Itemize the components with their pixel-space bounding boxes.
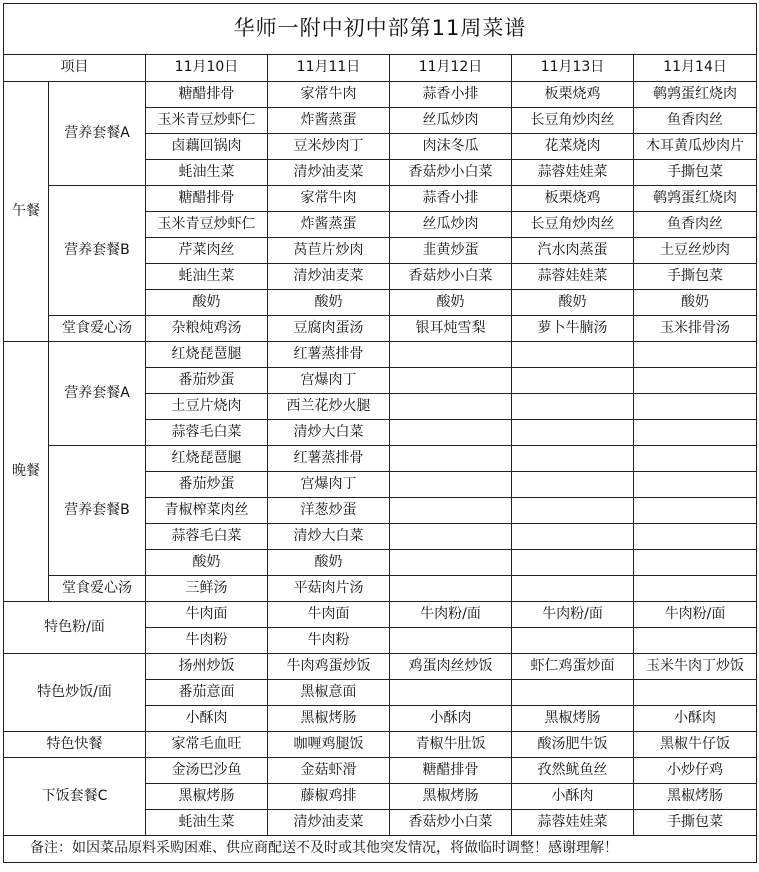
dish-cell: 手撕包菜 <box>634 160 757 186</box>
table-row <box>4 342 757 368</box>
dish-cell: 红烧琵琶腿 <box>146 446 268 472</box>
dish-cell: 香菇炒小白菜 <box>390 810 512 836</box>
dish-cell: 清炒油麦菜 <box>268 810 390 836</box>
dish-cell: 红薯蒸排骨 <box>268 446 390 472</box>
dish-cell: 玉米排骨汤 <box>634 316 757 342</box>
dish-cell: 虾仁鸡蛋炒面 <box>512 654 634 680</box>
dish-cell: 酸奶 <box>634 290 757 316</box>
dish-cell: 清炒油麦菜 <box>268 264 390 290</box>
dish-cell <box>512 628 634 654</box>
dish-cell: 小炒仔鸡 <box>634 758 757 784</box>
dish-cell: 蒜蓉娃娃菜 <box>512 160 634 186</box>
dish-cell: 扬州炒饭 <box>146 654 268 680</box>
dish-cell: 番茄炒蛋 <box>146 472 268 498</box>
dish-cell: 玉米青豆炒虾仁 <box>146 108 268 134</box>
dish-cell: 酸奶 <box>146 290 268 316</box>
lunch-set-b-label: 营养套餐B <box>49 186 146 316</box>
dish-cell: 黑椒烤肠 <box>268 706 390 732</box>
dish-cell: 家常牛肉 <box>268 186 390 212</box>
dish-cell <box>634 446 757 472</box>
dish-cell <box>512 394 634 420</box>
dish-cell <box>390 680 512 706</box>
dish-cell: 糖醋排骨 <box>146 186 268 212</box>
header-item: 项目 <box>4 55 146 82</box>
dish-cell: 黑椒烤肠 <box>512 706 634 732</box>
dish-cell: 黑椒牛仔饭 <box>634 732 757 758</box>
dish-cell: 蒜蓉娃娃菜 <box>512 264 634 290</box>
dish-cell: 牛肉面 <box>268 602 390 628</box>
dinner-set-b-label: 营养套餐B <box>49 446 146 576</box>
fast-meal-label: 特色快餐 <box>4 732 146 758</box>
dish-cell: 牛肉粉/面 <box>512 602 634 628</box>
dish-cell: 咖喱鸡腿饭 <box>268 732 390 758</box>
table-row <box>4 316 757 342</box>
dish-cell: 金菇虾滑 <box>268 758 390 784</box>
dish-cell: 三鲜汤 <box>146 576 268 602</box>
header-date: 11月14日 <box>634 55 757 82</box>
dish-cell: 鹌鹑蛋红烧肉 <box>634 186 757 212</box>
dish-cell: 手撕包菜 <box>634 810 757 836</box>
dish-cell: 牛肉粉/面 <box>390 602 512 628</box>
dish-cell: 黑椒烤肠 <box>634 784 757 810</box>
dinner-set-a-label: 营养套餐A <box>49 342 146 446</box>
dish-cell: 鱼香肉丝 <box>634 212 757 238</box>
dish-cell: 花菜烧肉 <box>512 134 634 160</box>
dish-cell <box>634 394 757 420</box>
dish-cell <box>390 472 512 498</box>
dinner-label: 晚餐 <box>4 342 49 602</box>
dish-cell <box>390 498 512 524</box>
dish-cell <box>512 446 634 472</box>
dish-cell <box>512 680 634 706</box>
dish-cell <box>512 550 634 576</box>
dish-cell: 青椒榨菜肉丝 <box>146 498 268 524</box>
dish-cell: 糖醋排骨 <box>146 82 268 108</box>
lunch-set-a-label: 营养套餐A <box>49 82 146 186</box>
dish-cell: 木耳黄瓜炒肉片 <box>634 134 757 160</box>
dish-cell: 红烧琵琶腿 <box>146 342 268 368</box>
dish-cell: 鹌鹑蛋红烧肉 <box>634 82 757 108</box>
table-row <box>4 654 757 680</box>
dish-cell: 洋葱炒蛋 <box>268 498 390 524</box>
dish-cell: 牛肉粉 <box>146 628 268 654</box>
dish-cell: 红薯蒸排骨 <box>268 342 390 368</box>
dish-cell <box>512 368 634 394</box>
dish-cell <box>634 576 757 602</box>
dish-cell: 韭黄炒蛋 <box>390 238 512 264</box>
lunch-soup-label: 堂食爱心汤 <box>49 316 146 342</box>
dish-cell <box>390 342 512 368</box>
table-row <box>4 55 757 82</box>
dish-cell: 豆腐肉蛋汤 <box>268 316 390 342</box>
dish-cell <box>634 342 757 368</box>
dish-cell: 土豆丝炒肉 <box>634 238 757 264</box>
dish-cell: 香菇炒小白菜 <box>390 264 512 290</box>
set-c-label: 下饭套餐C <box>4 758 146 836</box>
header-date: 11月11日 <box>268 55 390 82</box>
dish-cell <box>634 550 757 576</box>
header-date: 11月12日 <box>390 55 512 82</box>
menu-table <box>3 3 757 863</box>
dish-cell: 莴苣片炒肉 <box>268 238 390 264</box>
table-row <box>4 732 757 758</box>
dish-cell: 香菇炒小白菜 <box>390 160 512 186</box>
dish-cell: 杂粮炖鸡汤 <box>146 316 268 342</box>
dish-cell <box>390 524 512 550</box>
dish-cell: 酸奶 <box>268 550 390 576</box>
table-row <box>4 186 757 212</box>
dish-cell <box>634 368 757 394</box>
dish-cell: 玉米牛肉丁炒饭 <box>634 654 757 680</box>
dish-cell <box>390 446 512 472</box>
table-row <box>4 446 757 472</box>
dish-cell: 芹菜肉丝 <box>146 238 268 264</box>
dish-cell <box>634 498 757 524</box>
dish-cell: 清炒大白菜 <box>268 420 390 446</box>
dish-cell: 炸酱蒸蛋 <box>268 212 390 238</box>
page-title: 华师一附中初中部第11周菜谱 <box>4 4 757 55</box>
dish-cell: 萝卜牛腩汤 <box>512 316 634 342</box>
table-row <box>4 4 757 55</box>
dish-cell <box>512 498 634 524</box>
header-date: 11月10日 <box>146 55 268 82</box>
dish-cell: 牛肉面 <box>146 602 268 628</box>
dish-cell: 酸汤肥牛饭 <box>512 732 634 758</box>
dish-cell: 蒜蓉毛白菜 <box>146 524 268 550</box>
dish-cell: 蒜蓉娃娃菜 <box>512 810 634 836</box>
table-row <box>4 602 757 628</box>
dish-cell: 小酥肉 <box>634 706 757 732</box>
noodles-label: 特色粉/面 <box>4 602 146 654</box>
dish-cell: 清炒大白菜 <box>268 524 390 550</box>
dish-cell: 蚝油生菜 <box>146 810 268 836</box>
dish-cell: 土豆片烧肉 <box>146 394 268 420</box>
dish-cell: 手撕包菜 <box>634 264 757 290</box>
dish-cell: 牛肉粉/面 <box>634 602 757 628</box>
dish-cell: 孜然鱿鱼丝 <box>512 758 634 784</box>
dish-cell <box>390 368 512 394</box>
dish-cell <box>634 472 757 498</box>
footer-note: 备注：如因菜品原料采购困难、供应商配送不及时或其他突发情况，将做临时调整！感谢理解！ <box>4 836 757 863</box>
dish-cell: 豆米炒肉丁 <box>268 134 390 160</box>
dish-cell: 长豆角炒肉丝 <box>512 108 634 134</box>
dish-cell: 丝瓜炒肉 <box>390 212 512 238</box>
dish-cell: 鸡蛋肉丝炒饭 <box>390 654 512 680</box>
dish-cell <box>512 576 634 602</box>
dish-cell: 鱼香肉丝 <box>634 108 757 134</box>
dish-cell: 卤藕回锅肉 <box>146 134 268 160</box>
dish-cell: 蚝油生菜 <box>146 264 268 290</box>
dish-cell: 酸奶 <box>390 290 512 316</box>
dish-cell: 西兰花炒火腿 <box>268 394 390 420</box>
dish-cell: 黑椒烤肠 <box>146 784 268 810</box>
dish-cell: 宫爆肉丁 <box>268 368 390 394</box>
dish-cell: 番茄意面 <box>146 680 268 706</box>
fried-rice-label: 特色炒饭/面 <box>4 654 146 732</box>
dish-cell <box>390 628 512 654</box>
dish-cell: 黑椒烤肠 <box>390 784 512 810</box>
table-row <box>4 836 757 863</box>
dish-cell: 番茄炒蛋 <box>146 368 268 394</box>
dish-cell <box>390 420 512 446</box>
dish-cell <box>512 524 634 550</box>
dish-cell: 长豆角炒肉丝 <box>512 212 634 238</box>
dish-cell: 牛肉鸡蛋炒饭 <box>268 654 390 680</box>
dish-cell: 平菇肉片汤 <box>268 576 390 602</box>
dish-cell: 小酥肉 <box>390 706 512 732</box>
dish-cell: 玉米青豆炒虾仁 <box>146 212 268 238</box>
dish-cell: 家常毛血旺 <box>146 732 268 758</box>
table-row <box>4 758 757 784</box>
lunch-label: 午餐 <box>4 82 49 342</box>
dish-cell: 牛肉粉 <box>268 628 390 654</box>
dish-cell: 板栗烧鸡 <box>512 186 634 212</box>
dish-cell <box>634 628 757 654</box>
dish-cell <box>634 524 757 550</box>
dish-cell: 家常牛肉 <box>268 82 390 108</box>
dish-cell: 青椒牛肚饭 <box>390 732 512 758</box>
dish-cell: 酸奶 <box>146 550 268 576</box>
header-date: 11月13日 <box>512 55 634 82</box>
dish-cell: 丝瓜炒肉 <box>390 108 512 134</box>
dish-cell: 黑椒意面 <box>268 680 390 706</box>
dish-cell <box>390 550 512 576</box>
dish-cell: 糖醋排骨 <box>390 758 512 784</box>
dish-cell <box>634 420 757 446</box>
dish-cell: 蒜蓉毛白菜 <box>146 420 268 446</box>
dish-cell: 板栗烧鸡 <box>512 82 634 108</box>
dish-cell <box>512 342 634 368</box>
dish-cell <box>390 394 512 420</box>
dish-cell: 酸奶 <box>512 290 634 316</box>
dish-cell <box>512 420 634 446</box>
dish-cell: 宫爆肉丁 <box>268 472 390 498</box>
dish-cell: 小酥肉 <box>146 706 268 732</box>
dish-cell: 清炒油麦菜 <box>268 160 390 186</box>
dish-cell: 蒜香小排 <box>390 186 512 212</box>
dish-cell: 炸酱蒸蛋 <box>268 108 390 134</box>
dish-cell: 酸奶 <box>268 290 390 316</box>
table-row <box>4 82 757 108</box>
dish-cell: 银耳炖雪梨 <box>390 316 512 342</box>
dish-cell: 蒜香小排 <box>390 82 512 108</box>
dish-cell: 小酥肉 <box>512 784 634 810</box>
dish-cell: 蚝油生菜 <box>146 160 268 186</box>
dish-cell: 金汤巴沙鱼 <box>146 758 268 784</box>
dish-cell <box>634 680 757 706</box>
dish-cell: 汽水肉蒸蛋 <box>512 238 634 264</box>
dish-cell: 肉沫冬瓜 <box>390 134 512 160</box>
dish-cell <box>390 576 512 602</box>
dish-cell <box>512 472 634 498</box>
dish-cell: 藤椒鸡排 <box>268 784 390 810</box>
dinner-soup-label: 堂食爱心汤 <box>49 576 146 602</box>
table-row <box>4 576 757 602</box>
